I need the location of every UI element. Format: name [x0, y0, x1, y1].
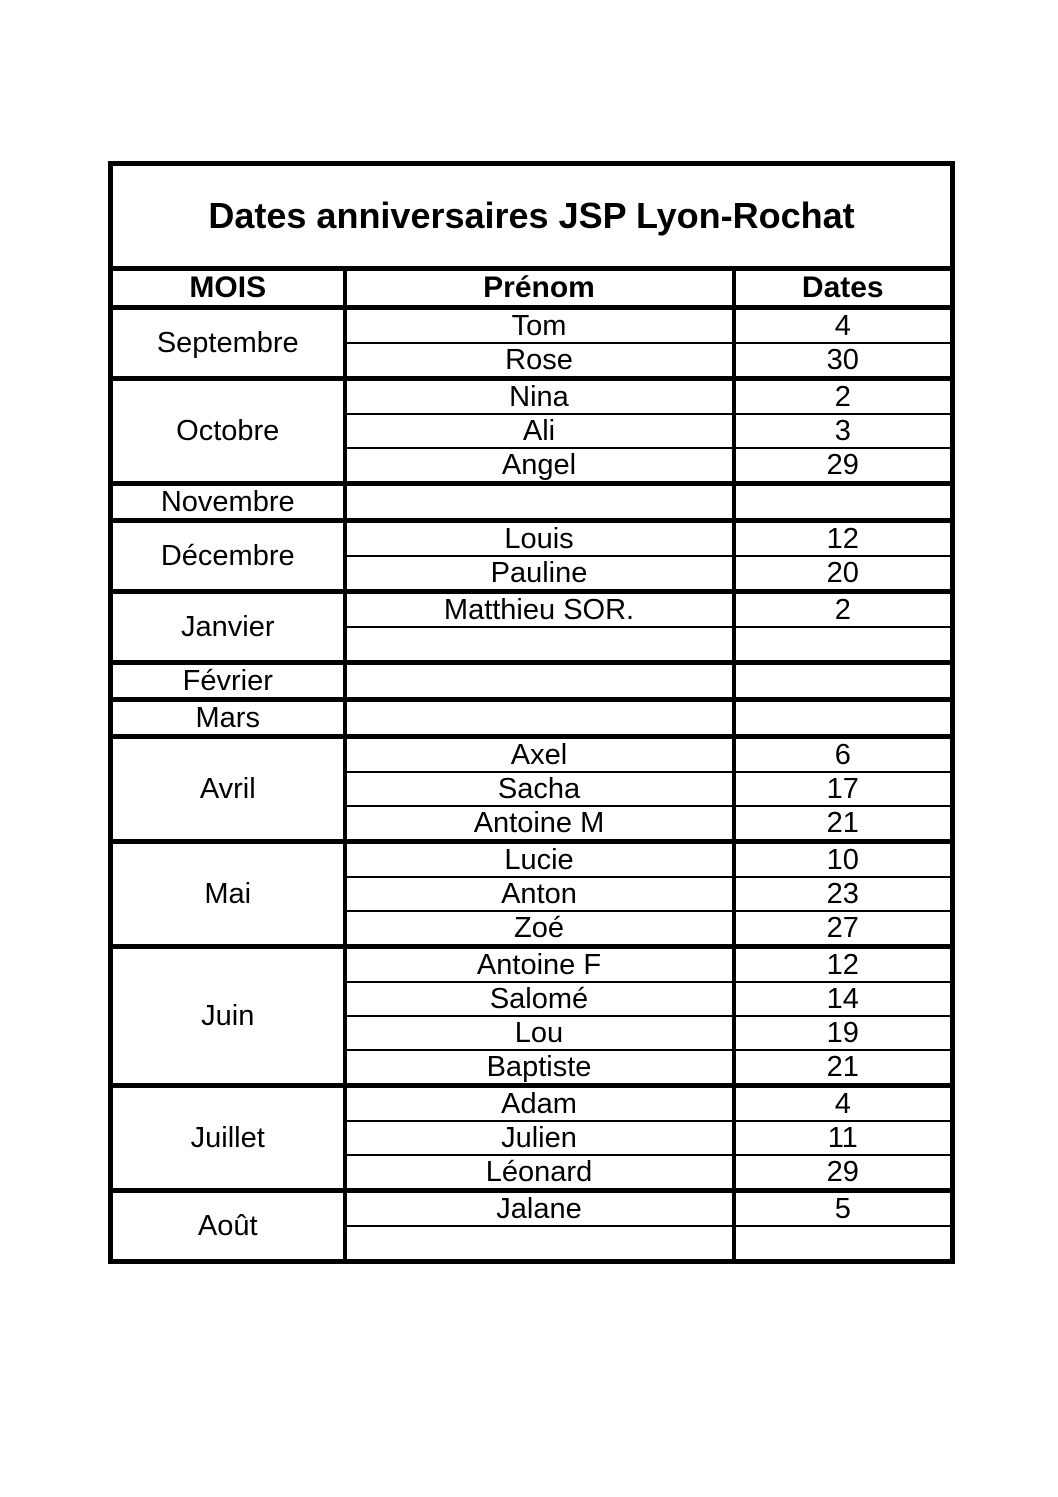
name-cell: Zoé	[345, 911, 734, 947]
date-cell: 20	[734, 556, 953, 592]
column-header-row	[111, 269, 953, 308]
name-cell: Sacha	[345, 772, 734, 806]
birthday-table	[108, 161, 955, 1264]
name-cell: Lou	[345, 1016, 734, 1050]
month-group-3	[111, 521, 953, 592]
name-cell: Axel	[345, 737, 734, 773]
date-cell: 23	[734, 877, 953, 911]
name-cell: Antoine M	[345, 806, 734, 842]
name-cell	[345, 663, 734, 700]
date-cell	[734, 700, 953, 737]
name-cell: Angel	[345, 448, 734, 484]
table-row	[111, 1086, 953, 1122]
name-cell: Jalane	[345, 1191, 734, 1227]
name-cell: Matthieu SOR.	[345, 592, 734, 628]
name-cell: Pauline	[345, 556, 734, 592]
date-cell: 2	[734, 592, 953, 628]
date-cell: 2	[734, 379, 953, 415]
table-row	[111, 379, 953, 415]
table-row	[111, 592, 953, 628]
name-cell: Baptiste	[345, 1050, 734, 1086]
month-group-7	[111, 737, 953, 842]
month-group-0	[111, 308, 953, 379]
month-group-4	[111, 592, 953, 663]
column-header-prenom: Prénom	[345, 269, 734, 308]
page-title: Dates anniversaires JSP Lyon-Rochat	[111, 164, 953, 269]
month-group-8	[111, 842, 953, 947]
name-cell	[345, 484, 734, 521]
name-cell: Rose	[345, 343, 734, 379]
table-row	[111, 663, 953, 700]
date-cell	[734, 627, 953, 663]
name-cell: Antoine F	[345, 947, 734, 983]
month-group-1	[111, 379, 953, 484]
month-cell: Mai	[111, 842, 345, 947]
title-row	[111, 164, 953, 269]
month-cell: Juin	[111, 947, 345, 1086]
date-cell: 3	[734, 414, 953, 448]
table-row	[111, 308, 953, 344]
name-cell: Adam	[345, 1086, 734, 1122]
date-cell: 30	[734, 343, 953, 379]
table-row	[111, 842, 953, 878]
month-cell: Octobre	[111, 379, 345, 484]
name-cell: Julien	[345, 1121, 734, 1155]
month-cell: Novembre	[111, 484, 345, 521]
date-cell: 12	[734, 947, 953, 983]
date-cell: 10	[734, 842, 953, 878]
name-cell	[345, 627, 734, 663]
table-row	[111, 484, 953, 521]
month-cell: Septembre	[111, 308, 345, 379]
date-cell: 4	[734, 1086, 953, 1122]
table-row	[111, 737, 953, 773]
name-cell	[345, 1226, 734, 1262]
month-cell: Janvier	[111, 592, 345, 663]
date-cell: 5	[734, 1191, 953, 1227]
date-cell: 27	[734, 911, 953, 947]
month-cell: Février	[111, 663, 345, 700]
date-cell: 4	[734, 308, 953, 344]
month-group-5	[111, 663, 953, 700]
name-cell: Lucie	[345, 842, 734, 878]
month-group-2	[111, 484, 953, 521]
date-cell: 11	[734, 1121, 953, 1155]
month-group-6	[111, 700, 953, 737]
date-cell: 17	[734, 772, 953, 806]
table-row	[111, 1191, 953, 1227]
name-cell: Léonard	[345, 1155, 734, 1191]
date-cell: 6	[734, 737, 953, 773]
month-cell: Août	[111, 1191, 345, 1262]
date-cell: 14	[734, 982, 953, 1016]
table-row	[111, 947, 953, 983]
date-cell	[734, 663, 953, 700]
table-row	[111, 521, 953, 557]
table-row	[111, 700, 953, 737]
date-cell: 21	[734, 806, 953, 842]
month-cell: Avril	[111, 737, 345, 842]
name-cell: Ali	[345, 414, 734, 448]
name-cell: Anton	[345, 877, 734, 911]
date-cell: 19	[734, 1016, 953, 1050]
month-group-9	[111, 947, 953, 1086]
name-cell: Louis	[345, 521, 734, 557]
date-cell: 29	[734, 1155, 953, 1191]
table-head	[111, 164, 953, 308]
name-cell: Nina	[345, 379, 734, 415]
date-cell	[734, 484, 953, 521]
date-cell: 29	[734, 448, 953, 484]
column-header-mois: MOIS	[111, 269, 345, 308]
date-cell	[734, 1226, 953, 1262]
name-cell	[345, 700, 734, 737]
month-cell: Mars	[111, 700, 345, 737]
date-cell: 21	[734, 1050, 953, 1086]
name-cell: Tom	[345, 308, 734, 344]
month-group-11	[111, 1191, 953, 1262]
column-header-dates: Dates	[734, 269, 953, 308]
date-cell: 12	[734, 521, 953, 557]
name-cell: Salomé	[345, 982, 734, 1016]
month-cell: Juillet	[111, 1086, 345, 1191]
month-cell: Décembre	[111, 521, 345, 592]
month-group-10	[111, 1086, 953, 1191]
